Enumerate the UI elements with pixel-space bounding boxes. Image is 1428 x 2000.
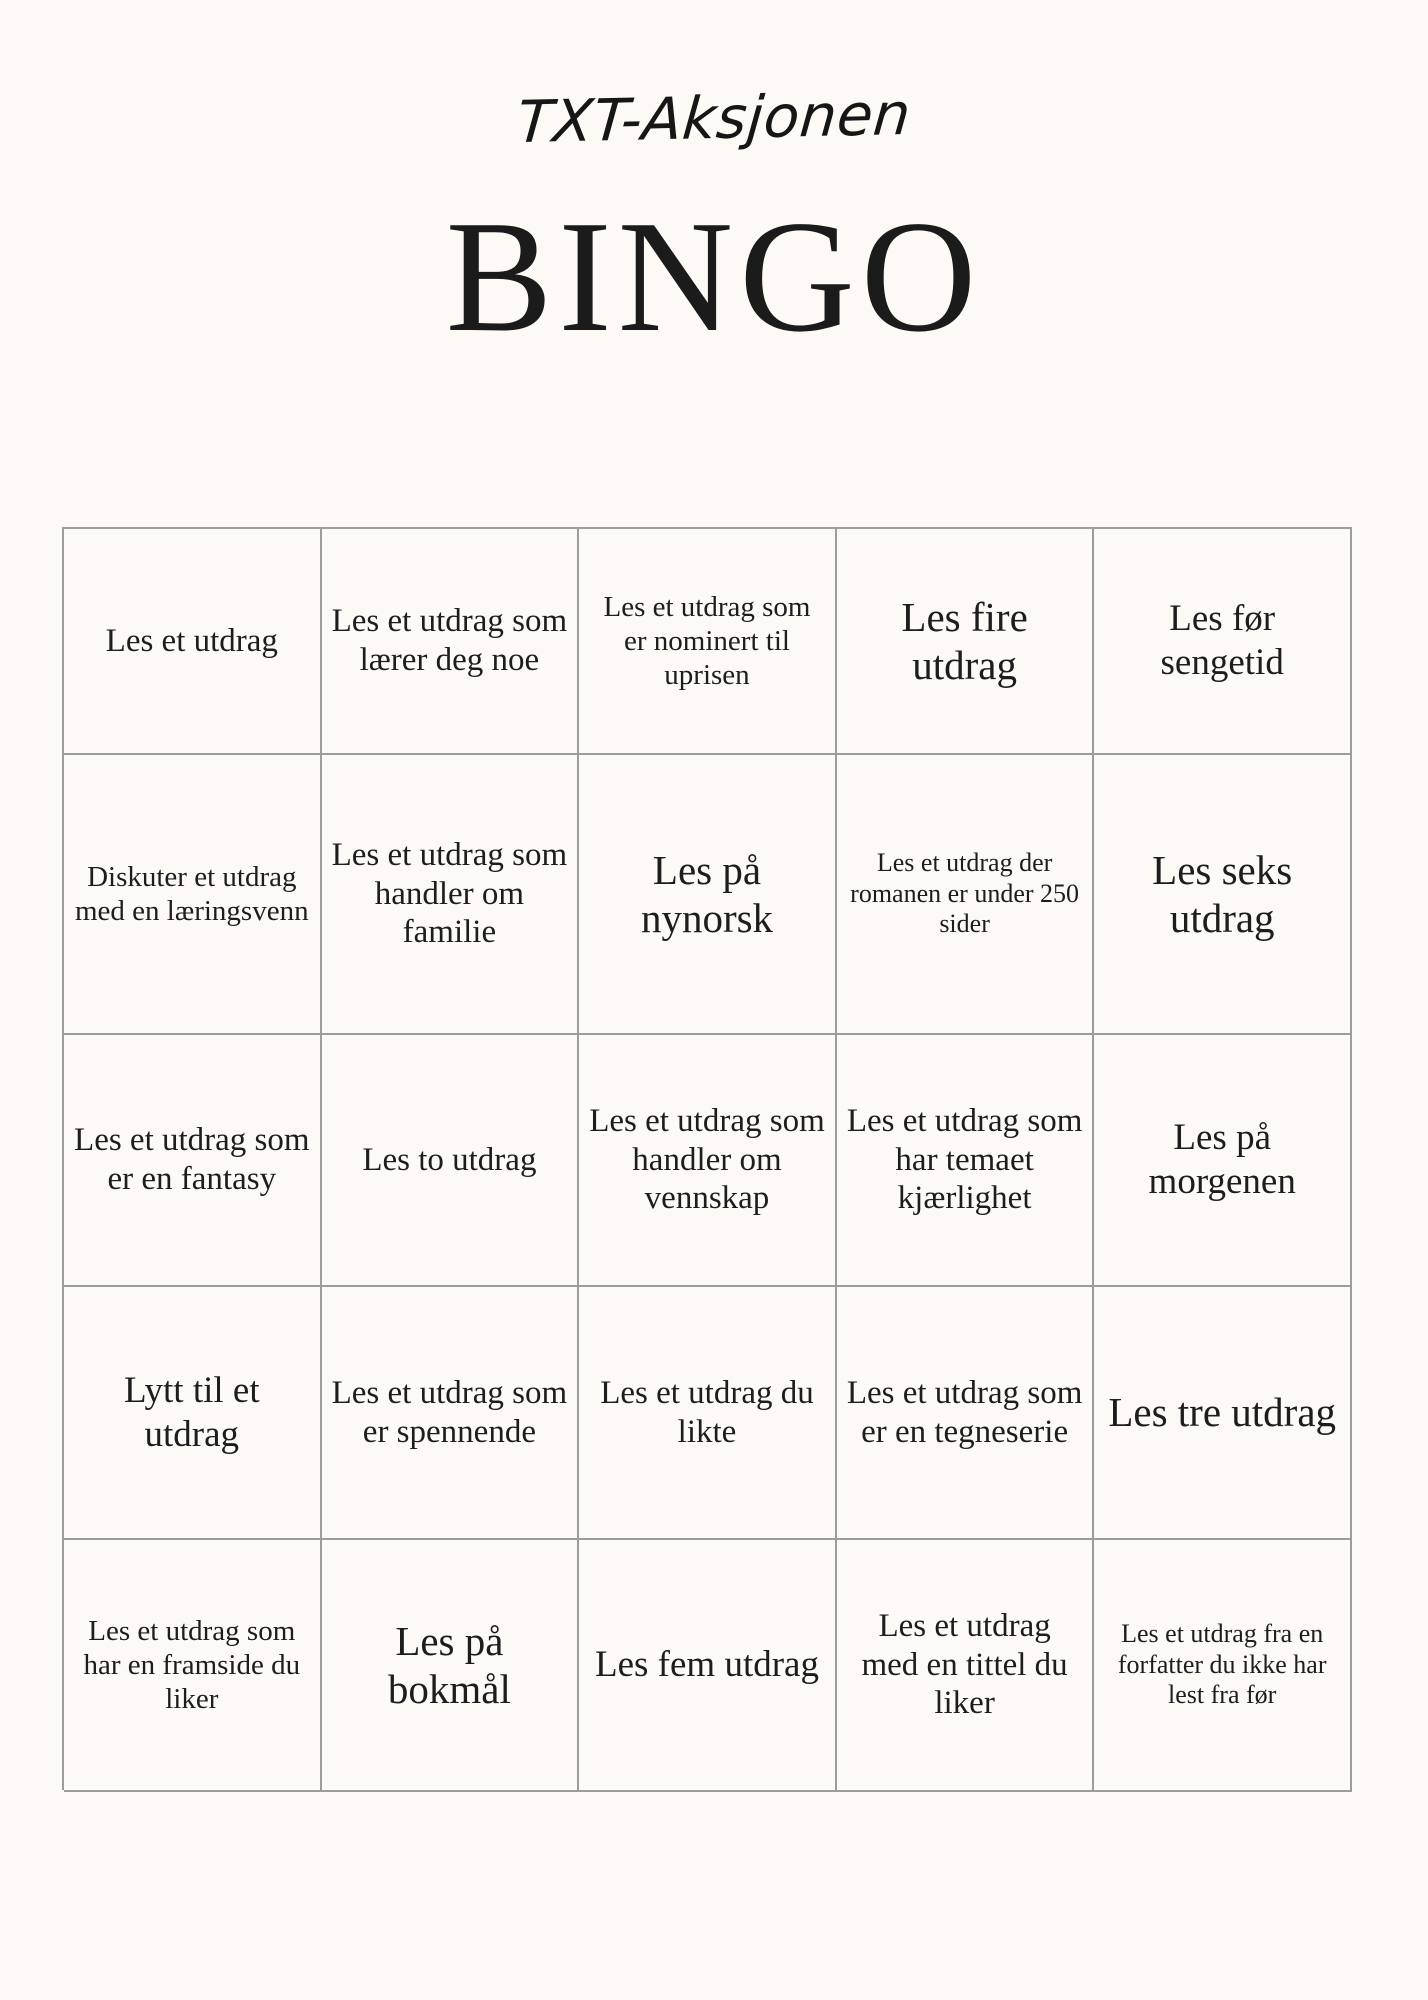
bingo-cell-label: Les et utdrag fra en forfatter du ikke har lest fra før	[1117, 1618, 1327, 1710]
bingo-cell-label: Les på bokmål	[387, 1617, 511, 1712]
bingo-cell-label: Les et utdrag som handler om familie	[331, 836, 568, 951]
bingo-cell-label: Diskuter et utdrag med en læringsvenn	[75, 860, 309, 927]
bingo-cell-label: Les et utdrag der romanen er under 250 sider	[850, 847, 1080, 939]
bingo-cell-label: Les to utdrag	[362, 1141, 537, 1178]
bingo-cell[interactable]	[837, 1287, 1095, 1540]
bingo-cell[interactable]	[1094, 1035, 1352, 1287]
bingo-cell-label: Les et utdrag som er en fantasy	[74, 1122, 310, 1197]
bingo-cell[interactable]	[322, 1287, 580, 1540]
bingo-cell[interactable]	[837, 755, 1095, 1035]
bingo-cell-label: Les et utdrag du likte	[600, 1374, 814, 1450]
bingo-cell[interactable]	[579, 529, 837, 755]
bingo-cell[interactable]	[1094, 1287, 1352, 1540]
bingo-cell[interactable]	[64, 529, 322, 755]
bingo-cell[interactable]	[579, 1035, 837, 1287]
bingo-cell[interactable]	[1094, 755, 1352, 1035]
bingo-cell[interactable]	[322, 529, 580, 755]
bingo-cell-label: Les et utdrag som har temaet kjærlighet	[846, 1102, 1083, 1217]
bingo-cell[interactable]	[579, 1287, 837, 1540]
bingo-cell[interactable]	[64, 1540, 322, 1792]
bingo-cell[interactable]	[64, 755, 322, 1035]
bingo-cell[interactable]	[579, 755, 837, 1035]
bingo-cell[interactable]	[837, 529, 1095, 755]
bingo-cell-label: Les før sengetid	[1160, 598, 1284, 683]
bingo-cell-label: Les seks utdrag	[1152, 846, 1293, 941]
bingo-cell-label: Les tre utdrag	[1108, 1389, 1337, 1436]
bingo-cell[interactable]	[322, 1035, 580, 1287]
bingo-cell[interactable]	[64, 1035, 322, 1287]
brand-title: TXT-Aksjonen	[514, 79, 914, 157]
bingo-cell[interactable]	[837, 1035, 1095, 1287]
bingo-cell[interactable]	[837, 1540, 1095, 1792]
bingo-cell-label: Les på nynorsk	[640, 846, 774, 941]
bingo-cell[interactable]	[1094, 529, 1352, 755]
bingo-cell[interactable]	[322, 755, 580, 1035]
bingo-cell-label: Les et utdrag som er spennende	[331, 1374, 568, 1450]
bingo-cell[interactable]	[322, 1540, 580, 1792]
bingo-cell-label: Les et utdrag som er nominert til uprisen	[603, 590, 811, 692]
bingo-cell-label: Les et utdrag som er en tegneserie	[846, 1374, 1083, 1450]
bingo-cell[interactable]	[1094, 1540, 1352, 1792]
bingo-cell-label: Lytt til et utdrag	[123, 1369, 260, 1455]
bingo-cell-label: Les et utdrag som handler om vennskap	[589, 1102, 825, 1217]
bingo-cell-label: Les et utdrag med en tittel du liker	[861, 1607, 1068, 1722]
bingo-cell-label: Les på morgenen	[1148, 1117, 1296, 1202]
bingo-cell-label: Les fem utdrag	[595, 1644, 819, 1686]
bingo-cell-label: Les et utdrag	[105, 622, 278, 659]
bingo-cell[interactable]	[579, 1540, 837, 1792]
bingo-cell[interactable]	[64, 1287, 322, 1540]
bingo-cell-label: Les et utdrag som har en framside du liker	[83, 1614, 301, 1716]
bingo-cell-label: Les fire utdrag	[901, 593, 1028, 688]
bingo-grid	[62, 527, 1352, 1790]
bingo-cell-label: Les et utdrag som lærer deg noe	[331, 603, 568, 678]
page-title: BINGO	[445, 187, 983, 365]
